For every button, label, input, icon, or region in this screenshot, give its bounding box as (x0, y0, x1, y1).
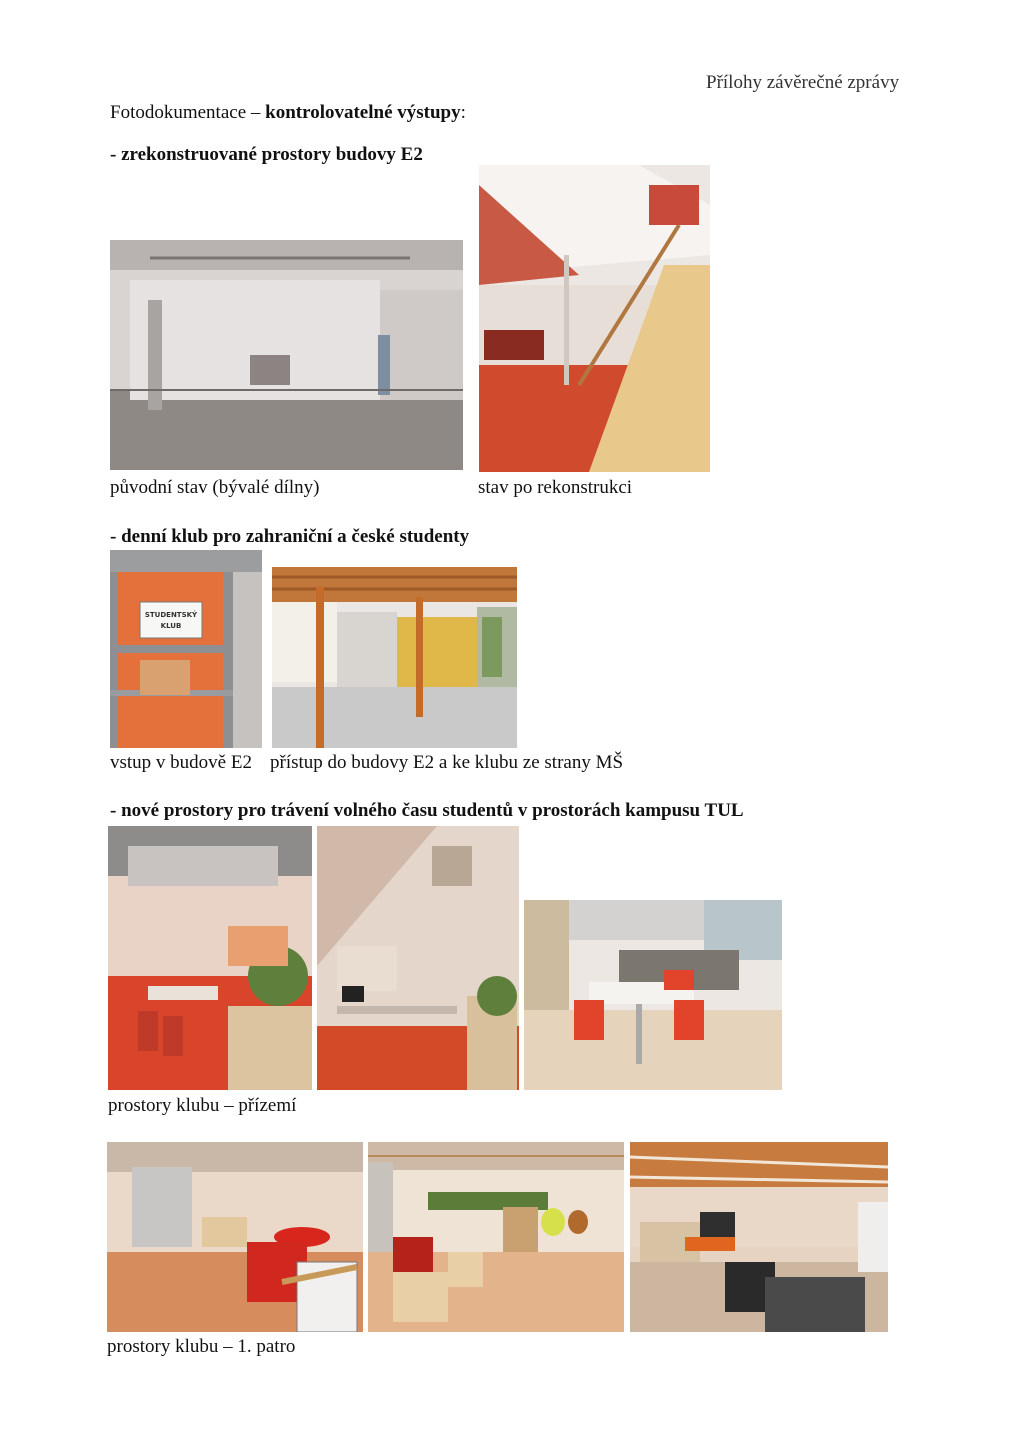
sign-text-line2: KLUB (160, 622, 182, 630)
caption-after-reconstruction: stav po rekonstrukci (478, 477, 633, 498)
attachment-label: Přílohy závěrečné zprávy (706, 72, 900, 93)
caption-first-floor: prostory klubu – 1. patro (107, 1336, 296, 1357)
section-heading-e2: - zrekonstruované prostory budovy E2 (110, 144, 423, 165)
caption-entrance-e2: vstup v budově E2 (110, 752, 252, 773)
caption-ground-floor: prostory klubu – přízemí (108, 1095, 297, 1116)
page-title (110, 102, 466, 124)
photo-ground-floor-3 (524, 900, 782, 1090)
page-title-bold: kontrolovatelné výstupy (265, 102, 461, 123)
photo-first-floor-2 (368, 1142, 624, 1332)
photo-ground-floor-2 (317, 826, 519, 1090)
photo-access-from-ms (272, 567, 517, 748)
photo-entrance-e2 (110, 550, 262, 748)
photo-after-reconstruction (479, 165, 710, 472)
sign-text-line1: STUDENTSKÝ (144, 611, 198, 619)
section-heading-day-club: - denní klub pro zahraniční a české studenty (110, 526, 470, 547)
photo-ground-floor-1 (108, 826, 312, 1090)
caption-access-from-ms: přístup do budovy E2 a ke klubu ze strany MŠ (270, 752, 624, 773)
section-heading-leisure-spaces: - nové prostory pro trávení volného času studentů v prostorách kampusu TUL (110, 800, 744, 821)
page-title-colon: : (460, 102, 466, 123)
caption-original-state: původní stav (bývalé dílny) (110, 477, 320, 498)
photo-original-workshop (110, 240, 463, 470)
photo-first-floor-3 (630, 1142, 888, 1332)
page-title-plain: Fotodokumentace – (110, 102, 266, 123)
photo-first-floor-1 (107, 1142, 363, 1332)
